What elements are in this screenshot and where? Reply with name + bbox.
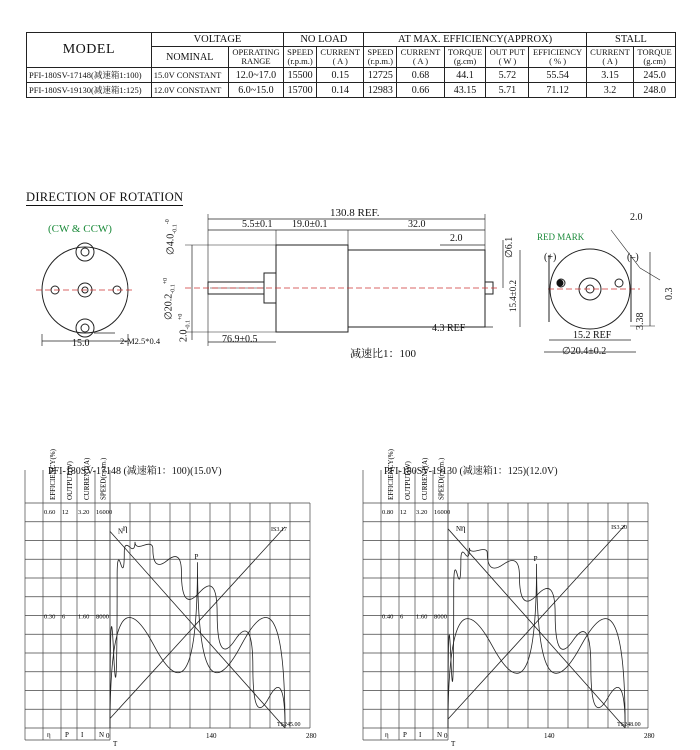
table-cell: 15700 [284, 83, 317, 98]
operating-range-header: OPERATING RANGE [228, 47, 283, 68]
table-cell: 3.15 [586, 68, 633, 83]
red-mark-dot [557, 280, 564, 287]
axis-title: EFFICIENCY(%) [49, 449, 57, 500]
curve-label-eta: η [122, 523, 128, 533]
chart-2 [363, 449, 663, 748]
gear-ratio-label: 减速比1：100 [350, 348, 416, 360]
curve-label-ts: TS245.00 [277, 722, 301, 728]
bottom-axis-label: P [65, 731, 69, 739]
x-tick-label: 280 [306, 732, 317, 740]
voltage-header: VOLTAGE [151, 33, 283, 47]
scale-value-mid: 6 [62, 613, 66, 621]
dim-154: 15.4±0.2 [508, 280, 518, 312]
table-cell: 0.68 [397, 68, 444, 83]
curve-label-is: IS3.17 [271, 526, 287, 533]
axis-title: OUTPUT(W) [404, 461, 412, 500]
dim-m25: 2-M2.5*0.4 [120, 336, 161, 346]
scale-value-mid: 0.30 [44, 613, 56, 621]
bottom-axis-label: I [81, 731, 84, 739]
dim-61: ∅6.1 [504, 236, 515, 258]
dim-right-20: 2.0 [630, 212, 643, 223]
table-cell: 71.12 [529, 83, 586, 98]
x-tick-label: 0 [444, 732, 448, 740]
cw-ccw-label: (CW & CCW) [48, 223, 112, 235]
table-cell: 0.14 [317, 83, 364, 98]
bottom-axis-label: η [47, 731, 51, 739]
series-p [448, 564, 625, 728]
curve-label-n: N [118, 527, 124, 536]
maxeff-output-header: OUT PUT ( W ) [486, 47, 529, 68]
table-cell: 6.0~15.0 [228, 83, 283, 98]
scale-value-mid: 0.40 [382, 613, 394, 621]
dim-20b: 2.0 [450, 233, 463, 244]
mount-hole-top [76, 243, 94, 261]
scale-value-top: 16000 [434, 509, 451, 516]
axis-title: OUTPUT(W) [66, 461, 74, 500]
scale-value-top: 12 [400, 509, 407, 516]
scale-value-mid: 8000 [434, 613, 447, 621]
table-cell: 12983 [364, 83, 397, 98]
scale-value-mid: 1.60 [78, 613, 90, 621]
dim-338: 3.38 [635, 312, 646, 330]
dim-320: 32.0 [408, 219, 426, 230]
stall-header: STALL [586, 33, 675, 47]
scale-value-top: 3.20 [416, 509, 428, 516]
curve-label-eta: η [460, 523, 466, 533]
table-cell: 0.15 [317, 68, 364, 83]
maxeff-speed-header: SPEED (r.p.m.) [364, 47, 397, 68]
dim-43: 4.3 REF [432, 323, 466, 334]
axis-title: CURRENT(A) [421, 457, 429, 500]
scale-value-top: 16000 [96, 509, 113, 516]
stall-torque-header: TORQUE (g.cm) [634, 47, 676, 68]
x-axis-label: T [113, 740, 118, 748]
chart-1-title: PFI-180SV-17148 (减速箱1：100)(15.0V) [48, 466, 222, 477]
x-tick-label: 280 [644, 732, 655, 740]
table-cell: 3.2 [586, 83, 633, 98]
stall-current-header: CURRENT ( A ) [586, 47, 633, 68]
scale-value-mid: 6 [400, 613, 404, 621]
axis-title: SPEED(r.p.m.) [437, 457, 446, 500]
bottom-axis-label: N [99, 731, 105, 739]
bottom-axis-label: η [385, 731, 389, 739]
red-mark-label: RED MARK [537, 232, 585, 242]
bottom-axis-label: I [419, 731, 422, 739]
dim-40: $\emptyset 4.0_{-0.1}^{-0}$ [165, 219, 179, 255]
dim-15: 15.0 [72, 338, 90, 349]
table-cell: 12.0V CONSTANT [151, 83, 228, 98]
table-cell: 15.0V CONSTANT [151, 68, 228, 83]
noload-current-header: CURRENT ( A ) [317, 47, 364, 68]
dim-202: $\emptyset 20.2_{-0.1}^{+0}$ [163, 277, 177, 320]
scale-value-mid: 8000 [96, 613, 109, 621]
table-cell: 0.66 [397, 83, 444, 98]
maxeff-current-header: CURRENT ( A ) [397, 47, 444, 68]
table-cell: 12725 [364, 68, 397, 83]
bottom-axis-label: P [403, 731, 407, 739]
dim-1308: 130.8 REF. [330, 207, 380, 219]
x-tick-label: 140 [544, 732, 555, 740]
scale-value-top: 12 [62, 509, 69, 516]
mount-hole-bottom [76, 319, 94, 337]
table-cell: 44.1 [444, 68, 486, 83]
maxeff-torque-header: TORQUE (g.cm) [444, 47, 486, 68]
motor-body [348, 250, 485, 327]
x-axis-label: T [451, 740, 456, 748]
dim-769: 76.9±0.5 [222, 334, 258, 345]
table-cell: 245.0 [634, 68, 676, 83]
maxeff-header: AT MAX. EFFICIENCY(APPROX) [364, 33, 586, 47]
dim-204: ∅20.4±0.2 [562, 346, 607, 357]
axis-title: EFFICIENCY(%) [387, 449, 395, 500]
dim-20-left: $2.0_{-0.1}^{+0}$ [178, 313, 192, 342]
curve-label-is: IS3.20 [611, 525, 627, 531]
curve-label-p: P [533, 554, 538, 563]
scale-value-top: 0.80 [382, 509, 394, 516]
plus-label: (+) [544, 252, 557, 263]
dim-152: 15.2 REF [573, 330, 612, 341]
curve-label-ts: TS248.00 [617, 722, 641, 728]
noload-speed-header: SPEED (r.p.m.) [284, 47, 317, 68]
chart-1 [25, 449, 325, 748]
curve-label-n: N [456, 524, 462, 533]
axis-title: SPEED(r.p.m.) [99, 457, 108, 500]
series-p [110, 562, 285, 728]
table-cell: PFI-180SV-17148(减速箱1:100) [27, 68, 152, 83]
table-cell: PFI-180SV-19130(减速箱1:125) [27, 83, 152, 98]
table-cell: 5.71 [486, 83, 529, 98]
dim-right-03: 0.3 [664, 287, 675, 300]
model-header: MODEL [27, 33, 152, 68]
x-tick-label: 140 [206, 732, 217, 740]
gearbox-body [276, 245, 348, 332]
minus-label: (–) [627, 252, 639, 263]
dim-55: 5.5±0.1 [242, 219, 273, 230]
table-cell: 55.54 [529, 68, 586, 83]
table-cell: 43.15 [444, 83, 486, 98]
axis-title: CURRENT(A) [83, 457, 91, 500]
noload-header: NO LOAD [284, 33, 364, 47]
dim-190: 19.0±0.1 [292, 219, 328, 230]
table-cell: 248.0 [634, 83, 676, 98]
maxeff-efficiency-header: EFFICIENCY ( % ) [529, 47, 586, 68]
scale-value-mid: 1.60 [416, 613, 428, 621]
table-cell: 12.0~17.0 [228, 68, 283, 83]
x-tick-label: 0 [106, 732, 110, 740]
curve-label-p: P [194, 553, 199, 562]
scale-value-top: 3.20 [78, 509, 90, 516]
chart-2-title: PFI-180SV-19130 (减速箱1：125)(12.0V) [384, 466, 558, 477]
table-cell: 5.72 [486, 68, 529, 83]
nominal-header: NOMINAL [151, 47, 228, 68]
bottom-axis-label: N [437, 731, 443, 739]
scale-value-top: 0.60 [44, 509, 56, 516]
rotation-title: DIRECTION OF ROTATION [26, 190, 184, 204]
table-cell: 15500 [284, 68, 317, 83]
